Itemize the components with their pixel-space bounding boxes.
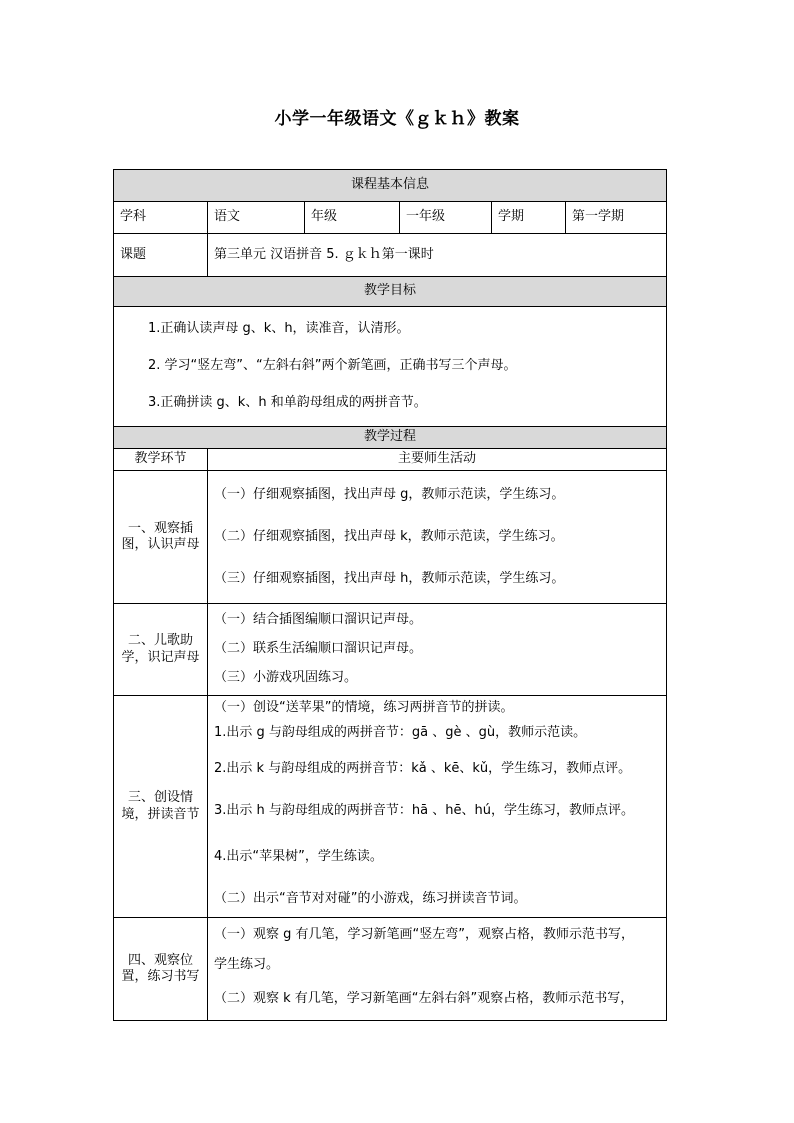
topic-row: [114, 234, 667, 277]
activity-line: 3.出示 h 与韵母组成的两拼音节：hā 、hē、hú，学生练习，教师点评。: [214, 802, 634, 818]
activity-line: （二）观察 k 有几笔，学习新笔画“左斜右斜”观察占格，教师示范书写，: [214, 990, 634, 1006]
activity-line: （三）仔细观察插图，找出声母 h，教师示范读，学生练习。: [214, 570, 565, 586]
activity-line: （一）仔细观察插图，找出声母 g，教师示范读，学生练习。: [214, 486, 565, 502]
goals-cell: [114, 307, 667, 427]
activity-line: （一）创设“送苹果”的情境，练习两拼音节的拼读。: [214, 699, 514, 715]
term-label: 学期: [492, 202, 566, 234]
grade-label: 年级: [305, 202, 400, 234]
page-title: 小学一年级语文《ｇｋｈ》教案: [274, 109, 520, 129]
stage-row: [114, 471, 667, 604]
grade-value: 一年级: [400, 202, 492, 234]
goals-header-row: [114, 277, 667, 307]
goal-item: 2. 学习“竖左弯”、“左斜右斜”两个新笔画，正确书写三个声母。: [148, 358, 517, 374]
lesson-plan-table: [113, 169, 667, 1021]
process-heading: 教学过程: [114, 427, 667, 449]
stage-name: 三、创设情境，拼读音节: [114, 696, 208, 918]
stage-row: [114, 604, 667, 696]
basic-info-header-row: [114, 170, 667, 202]
term-value: 第一学期: [566, 202, 667, 234]
goal-item: 3.正确拼读 g、k、h 和单韵母组成的两拼音节。: [148, 395, 427, 411]
stage-name: 一、观察插图，认识声母: [114, 471, 208, 604]
goals-row: [114, 307, 667, 427]
stage-column-header: 教学环节: [114, 449, 208, 471]
process-columns-row: [114, 449, 667, 471]
stage-activities: [208, 918, 667, 1021]
basic-info-heading: 课程基本信息: [114, 170, 667, 202]
activity-line: （一）结合插图编顺口溜识记声母。: [214, 612, 423, 628]
stage-activities: [208, 604, 667, 696]
stage-row: [114, 918, 667, 1021]
activity-line: （二）出示“音节对对碰”的小游戏，练习拼读音节词。: [214, 890, 527, 906]
stage-name: 二、儿歌助学，识记声母: [114, 604, 208, 696]
activity-line: （二）联系生活编顺口溜识记声母。: [214, 641, 423, 657]
process-header-row: [114, 427, 667, 449]
activity-line: （二）仔细观察插图，找出声母 k，教师示范读，学生练习。: [214, 528, 564, 544]
activity-line: 2.出示 k 与韵母组成的两拼音节：kǎ 、kē、kǔ，学生练习，教师点评。: [214, 760, 632, 776]
info-row: [114, 202, 667, 234]
stage-activities: [208, 696, 667, 918]
subject-label: 学科: [114, 202, 208, 234]
stage-row: [114, 696, 667, 918]
goal-item: 1.正确认读声母 g、k、h，读准音，认清形。: [148, 321, 410, 337]
activity-line: 4.出示“苹果树”，学生练读。: [214, 848, 383, 864]
stage-activities: [208, 471, 667, 604]
topic-value: 第三单元 汉语拼音 5. ｇｋｈ第一课时: [208, 234, 667, 277]
subject-value: 语文: [208, 202, 305, 234]
stage-name: 四、观察位置，练习书写: [114, 918, 208, 1021]
activity-column-header: 主要师生活动: [208, 449, 667, 471]
goals-heading: 教学目标: [114, 277, 667, 307]
activity-line: 学生练习。: [214, 956, 280, 972]
activity-line: （三）小游戏巩固练习。: [214, 670, 358, 686]
topic-label: 课题: [114, 234, 208, 277]
activity-line: 1.出示 g 与韵母组成的两拼音节：gā 、gè 、gù，教师示范读。: [214, 725, 587, 741]
activity-line: （一）观察 g 有几笔，学习新笔画“竖左弯”，观察占格，教师示范书写，: [214, 926, 634, 942]
